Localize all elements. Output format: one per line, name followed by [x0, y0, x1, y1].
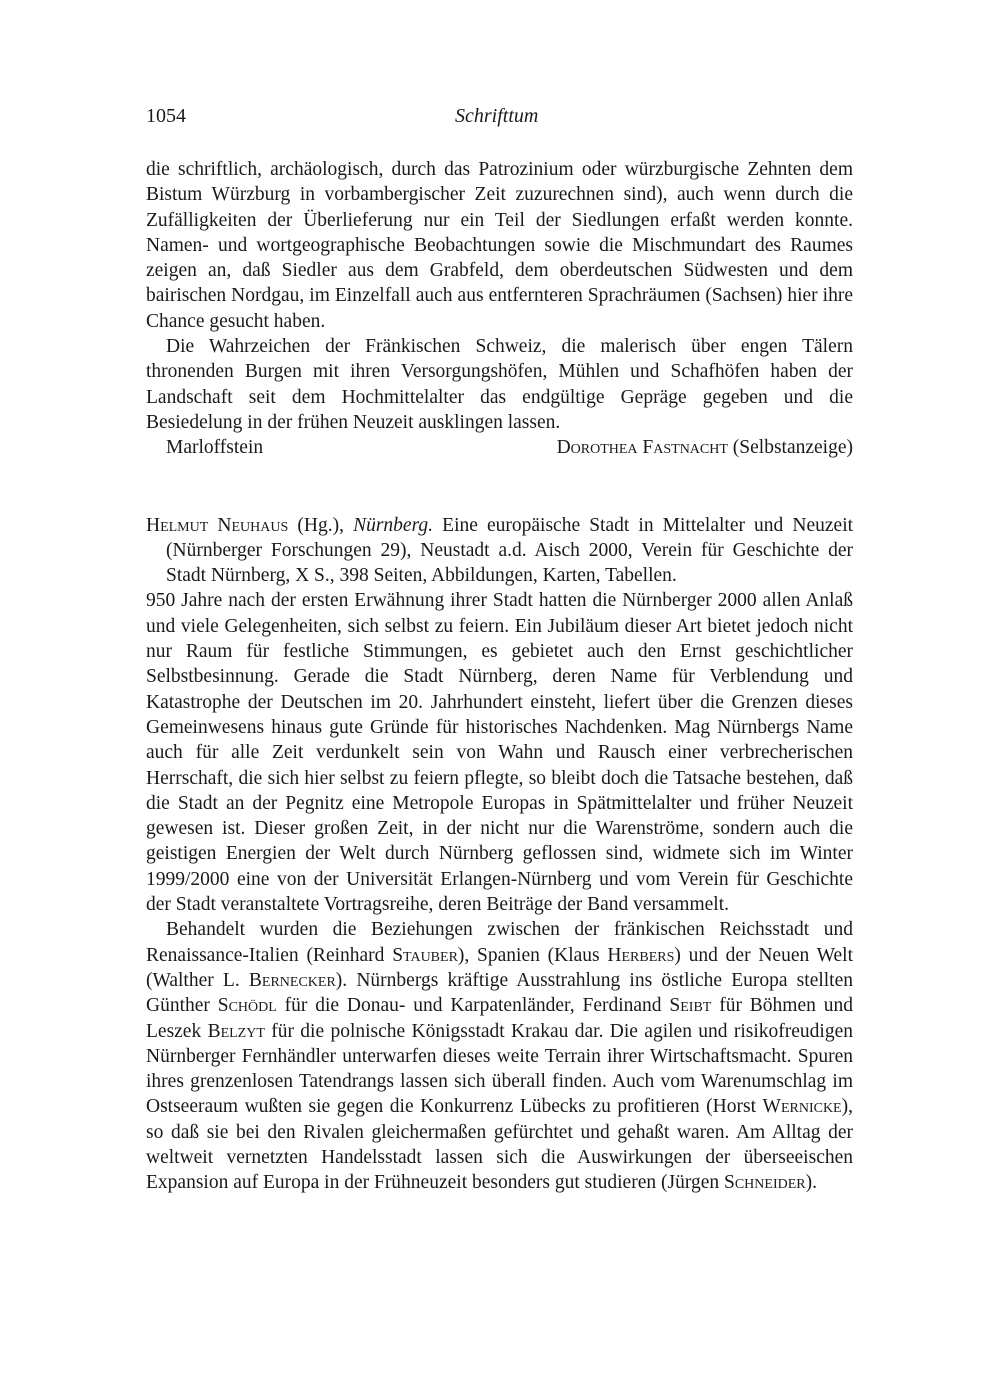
reviewer-name: Dorothea Fastnacht — [556, 437, 728, 459]
text-run: ), Spanien (Klaus — [457, 944, 608, 966]
text-run: für Böhmen und Leszek — [146, 995, 853, 1042]
text-run: Behandelt wurden die Beziehungen zwischen der fränkischen Reichsstadt und Renaissance-Italien (Reinhard — [146, 919, 853, 966]
review-bibliographic-details: Eine europäische Stadt in Mittelalter und Neuzeit (Nürnberger Forschungen 29), Neustadt a.d. Aisch 2000, Verein für Geschichte der Stadt Nürnberg, X S., 398 Seiten, Abbildungen, Karten, Tabellen. — [166, 514, 854, 587]
previous-review-paragraph: die schriftlich, archäologisch, durch das Patrozinium oder würzburgische Zehnten dem Bistum Würzburg in vorbambergischer Zeit zuzurechnen sind), auch wenn durch die Zufälligkeiten der Überlieferung nur ein Teil der Siedlungen erfaßt werden konnte. Namen- und wortgeographische Beobachtungen sowie die Mischmundart des Raumes zeigen an, daß Siedler aus dem Grabfeld, dem oberdeutschen Südwesten und dem bairischen Nordgau, im Einzelfall auch aus entfernteren Sprachräumen (Sachsen) hier ihre Chance gesucht haben. — [146, 159, 853, 332]
page-number: 1054 — [146, 105, 186, 127]
text-run: ) und der Neuen Welt (Walther L. — [146, 944, 853, 991]
author-name: Herbers — [607, 944, 675, 966]
review-paragraph: 950 Jahre nach der ersten Erwähnung ihrer Stadt hatten die Nürnberger 2000 allen Anlaß und viele Gelegenheiten, sich selbst zu feiern. Ein Jubiläum dieser Art bietet jedoch nicht nur Raum für festliche Stimmungen, es gebietet auch den Ernst geschichtlicher Selbstbesinnung. Gerade die Stadt Nürnberg, deren Name für Verblendung und Katastrophe der Deutschen im 20. Jahrhundert einsteht, liefert über die Grenzen dieses Gemeinwesens hinaus gute Gründe für historisches Nachdenken. Mag Nürnbergs Name auch für alle Zeit verdunkelt sein von Wahn und Rausch einer verbrecherischen Herrschaft, die sich hier selbst zu feiern pflegte, so bleibt doch die Tatsache bestehen, daß die Stadt an der Pegnitz eine Metropole Europas in Spätmittelalter und früher Neuzeit gewesen ist. Dieser großen Zeit, in der nicht nur die Warenströme, sondern auch die geistigen Energien der Welt durch Nürnberg geflossen sind, widmete sich im Winter 1999/2000 eine von der Universität Erlangen-Nürnberg und vom Verein für Geschichte der Stadt veranstaltete Vortragsreihe, deren Beiträge der Band versammelt. — [146, 590, 853, 916]
body-text — [146, 157, 853, 1196]
text-run: ), so daß sie bei den Rivalen gleichermaßen gefürchtet und gehaßt waren. Am Alltag der weltweit vernetzten Handelsstadt lassen sich die Auswirkungen der überseeischen Expansion auf Europa in der Frühneuzeit besonders gut studieren (Jürgen — [146, 1096, 853, 1194]
author-name: Stauber — [392, 944, 458, 966]
reviewer-block — [557, 435, 853, 460]
review-book-title: Nürnberg. — [353, 514, 434, 536]
author-name: Bernecker — [248, 969, 336, 991]
previous-review-paragraph: Die Wahrzeichen der Fränkischen Schweiz, die malerisch über engen Tälern thronenden Burgen mit ihren Versorgungshöfen, Mühlen und Schafhöfen haben der Landschaft seit dem Hochmittelalter das endgültige Gepräge gegeben und die Besiedelung in der frühen Neuzeit ausklingen lassen. — [146, 336, 853, 433]
author-name: Wernicke — [762, 1096, 842, 1118]
reviewer-signature — [146, 435, 853, 460]
review-place: Marloffstein — [166, 437, 264, 459]
author-name: Seibt — [669, 995, 712, 1017]
review-bibliographic-heading — [146, 513, 853, 589]
reviewer-note: (Selbstanzeige) — [732, 437, 853, 459]
author-name: Schneider — [724, 1172, 806, 1194]
review-paragraph — [146, 917, 853, 1195]
running-head: Schrifttum — [455, 105, 539, 127]
review-editor: Helmut Neuhaus — [146, 514, 289, 536]
text-run: für die Donau- und Karpatenländer, Ferdinand — [276, 995, 670, 1017]
text-run: ). — [805, 1172, 817, 1194]
review-editor-role: (Hg.), — [297, 514, 344, 536]
author-name: Belzyt — [207, 1020, 265, 1042]
text-run: ). Nürnbergs kräftige Ausstrahlung ins östliche Europa stellten Günther — [146, 969, 854, 1017]
author-name: Schödl — [217, 995, 277, 1017]
text-run: für die polnische Königsstadt Krakau dar. Die agilen und risikofreudigen Nürnberger Fernhändler unterwarfen dieses weite Terrain ihrer Wirtschaftsmacht. Spuren ihres grenzenlosen Tatendrangs lassen sich überall finden. Auch vom Warenumschlag im Ostseeraum wußten sie gegen die Konkurrenz Lübecks zu profitieren (Horst — [146, 1020, 854, 1118]
